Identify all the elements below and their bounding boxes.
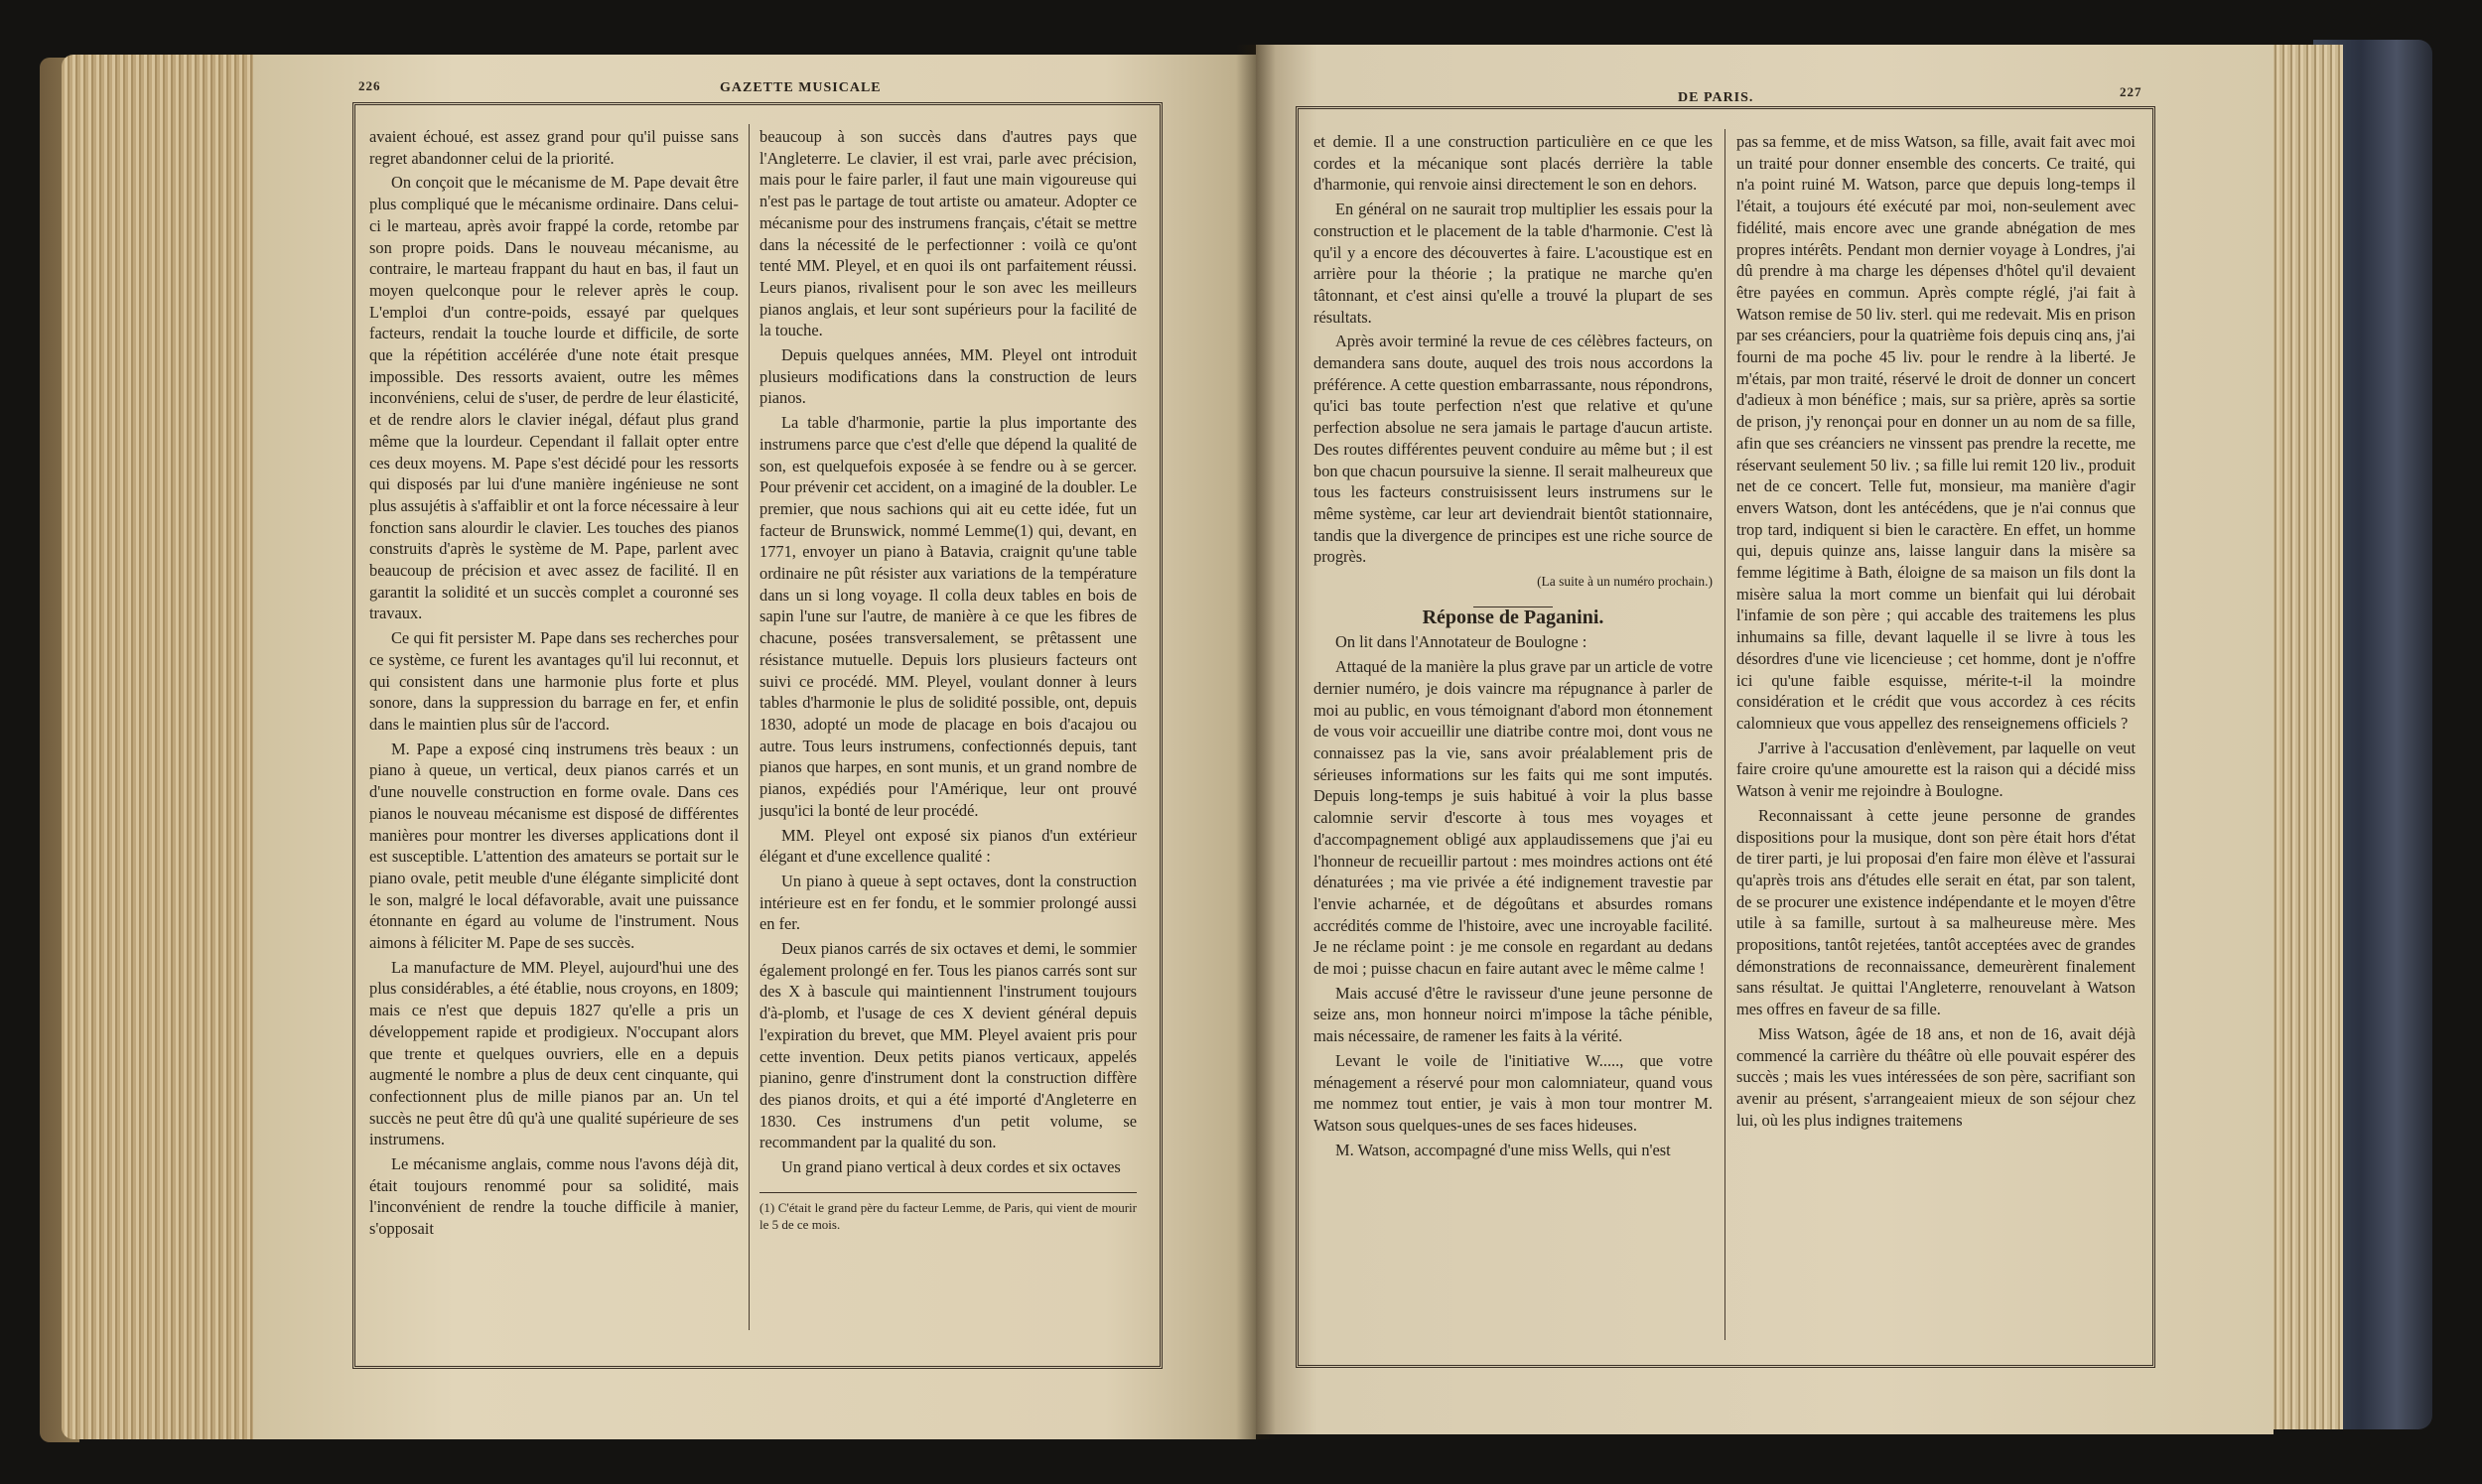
footnote: (1) C'était le grand père du facteur Lemme, de Paris, qui vient de mourir le 5 de ce mois. [759,1192,1137,1233]
page-edges-left [62,55,280,1439]
left-page [253,55,1256,1439]
paragraph: pas sa femme, et de miss Watson, sa fille, avait fait avec moi un traité pour donner ensemble des concerts. Ce traité, qui n'a point ruiné M. Watson, parce que depuis long-temps il l'était, a toujours été exécuté par moi, non-seulement avec fidélité, mais encore avec une grande abnégation de mes propres intérêts. Pendant mon dernier voyage à Londres, j'ai dû prendre à ma charge les dépenses d'hôtel qu'il devaient être payées en commun. Après compte réglé, j'ai fait à Watson remise de 50 liv. sterl. qui me redevait. Mis en prison par ses créanciers, pour la quatrième fois depuis cinq ans, j'ai fourni de ma poche 45 liv. pour le rendre à la liberté. Je m'étais, par mon traité, réservé le droit de donner un concert d'adieux à mon bénéfice ; mais, sur sa prière, après sa sortie de prison, j'y renonçai pour en donner un au nom de sa fille, afin que ses créanciers ne vinssent pas prendre la recette, me réservant seulement 50 liv. ; sa fille lui remit 120 liv., produit net de ce concert. Telle fut, monsieur, ma manière d'agir envers Watson, dont les antécédens, que je n'ai connus que trop tard, indiquent si bien le caractère. En effet, un homme qui, depuis quinze ans, laisse languir dans la misère sa femme légitime à Bath, éloigne de sa maison un fils dont la misère salua la mort comme un bienfait qui lui dérobait l'infamie de son père ; qui accable des traitemens les plus inhumains sa fille, devant laquelle il se livre à tous les désordres d'une vie licencieuse ; cet homme, dont je n'offre ici qu'une faible esquisse, mérite-t-il la moindre considération et le crédit que vous accordez à ces récits calomnieux que vous appellez des renseignemens officiels ? [1736,132,2136,733]
book-gutter [1236,45,1276,1439]
paragraph: Attaqué de la manière la plus grave par un article de votre dernier numéro, je dois vaincre ma répugnance à parler de moi au public, en vous témoignant d'abord mon étonnement de vous voir accueillir une diatribe contre moi, dont vous ne connaissez pas la vie, sans avoir préalablement pris de sérieuses informations sur les faits qui me sont imputés. Depuis long-temps je suis habitué à voir la plus basse calomnie servir d'escorte à tous mes voyages et d'accompagnement obligé aux applaudissemens que j'ai eu l'honneur de recueillir partout : mes moindres actions ont été dénaturées ; ma vie privée a été indignement travestie par l'envie acharnée, et de dégoûtans et absurdes romans accrédités comme de l'histoire, avec une incroyable facilité. Je ne réclame point : je me console en regardant au dedans de moi ; puisse chacun en faire autant avec le même calme ! [1313,657,1714,979]
right-page [1256,45,2274,1434]
paragraph: J'arrive à l'accusation d'enlèvement, par laquelle on veut faire croire qu'une amourette est la raison qui a décidé miss Watson à venir me rejoindre à Boulogne. [1736,738,2136,801]
column-rule [749,124,750,1330]
running-header: GAZETTE MUSICALE [720,80,882,95]
paragraph: et demie. Il a une construction particulière en ce que les cordes et la mécanique sont placés derrière la table d'harmonie, qui renvoie ainsi directement le son en dehors. [1313,132,1713,195]
paragraph: Deux pianos carrés de six octaves et demi, le sommier également prolongé en fer. Tous les pianos carrés sont sur des X à bascule qui maintiennent l'instrument toujours d'à-plomb, et l'usage de ces X devient général depuis l'expiration du brevet, que MM. Pleyel avaient pris pour cette invention. Deux petits pianos verticaux, appelés pianino, genre d'instrument dont la construction diffère des pianos droits, et qui a été importé d'Angleterre en 1830. Ces instrumens d'un petit volume, se recommandent par la qualité du son. [759,939,1137,1152]
paragraph: Depuis quelques années, MM. Pleyel ont introduit plusieurs modifications dans la construction de leurs pianos. [759,345,1137,408]
paragraph: Après avoir terminé la revue de ces célèbres facteurs, on demandera sans doute, auquel des trois nous accordons la préférence. A cette question embarrassante, nous répondrons, qu'ici bas toute perfection n'est que relative et qu'une perfection absolue ne sera jamais le partage d'aucun artiste. Des routes différentes peuvent conduire au même but ; il est bon que chacun poursuive la sienne. Il serait malheureux que tous les facteurs construisissent leurs instrumens sur le même système, car leur art deviendrait bientôt stationnaire, tandis que la divergence de principes est une riche source de progrès. [1313,332,1713,567]
paragraph-intro: On lit dans l'Annotateur de Boulogne : [1335,632,1587,652]
paragraph: M. Watson, accompagné d'une miss Wells, qui n'est [1335,1140,1671,1159]
to-be-continued-note: (La suite à un numéro prochain.) [1537,574,1713,590]
page-number: 226 [358,78,381,93]
paragraph: MM. Pleyel ont exposé six pianos d'un extérieur élégant et d'une excellence qualité : [759,825,1137,867]
paragraph: La table d'harmonie, partie la plus importante des instrumens parce que c'est d'elle que dépend la qualité de son, est quelquefois exposée à se fendre ou à se gercer. Pour prévenir cet accident, on a imaginé de la doubler. Le premier, que nous sachions qui ait eu cette idée, fut un facteur de Brunswick, nommé Lemme(1) qui, devant, en 1771, envoyer un piano à Batavia, craignit qu'une table ordinaire ne pût résister aux variations de la température dans un si long voyage. Il colla deux tables en bois de sapin l'une sur l'autre, de manière à ce que les fibres de chacune, posées transversalement, se prêtassent une résistance mutuelle. Depuis lors plusieurs facteurs ont suivi ce procédé. MM. Pleyel, voulant donner à leurs tables d'harmonie le plus de solidité possible, ont, depuis 1830, adopté un mode de placage en bois d'acajou ou autre. Tous leurs instrumens, confectionnés depuis, tant pianos que harpes, en sont munis, et un grand nombre de pianos, expédiés pour l'Amérique, leur ont prouvé jusqu'ici la bonté de leur procédé. [759,413,1137,820]
right-column-1 [1313,131,1713,1163]
paragraph: Le mécanisme anglais, comme nous l'avons déjà dit, était toujours renommé pour sa solidité, mais l'inconvénient de rendre la touche difficile à manier, s'opposait [369,1154,739,1239]
paragraph: Miss Watson, âgée de 18 ans, et non de 16, avait déjà commencé la carrière du théâtre où elle pouvait espérer des succès ; mais les vues intéressées de son père, sacrifiant son avenir au présent, s'arrangeaient mieux de son séjour chez lui, où les plus indignes traitemens [1736,1023,2136,1130]
paragraph: La manufacture de MM. Pleyel, aujourd'hui une des plus considérables, a été établie, nous croyons, en 1809; mais ce n'est que depuis 1827 qu'elle a pris un développement rapide et prodigieux. N'occupant alors que trente et quelques ouvriers, elle en a depuis augmenté le nombre a plus de deux cent cinquante, qui confectionnent plus de mille pianos par an. Un tel succès ne peut être dû qu'à une qualité supérieure de ses instrumens. [369,957,739,1149]
paragraph: avaient échoué, est assez grand pour qu'il puisse sans regret abandonner celui de la priorité. [369,127,739,168]
left-column-2 [759,126,1137,1233]
paragraph: Mais accusé d'être le ravisseur d'une jeune personne de seize ans, mon honneur noirci m'impose la tâche pénible, mais nécessaire, de ramener les faits à la vérité. [1313,983,1713,1046]
paragraph: On conçoit que le mécanisme de M. Pape devait être plus compliqué que le mécanisme ordinaire. Dans celui-ci le marteau, après avoir frappé la corde, retombe par son propre poids. Dans le nouveau mécanisme, au contraire, le marteau frappant du haut en bas, il faut un moyen quelconque pour le relever après le coup. L'emploi d'un contre-poids, essayé par quelques facteurs, rendait la touche lourde et difficile, de sorte que la répétition accélérée d'une note était presque impossible. Des ressorts avaient, outre les mêmes inconvéniens, celui de s'user, de perdre de leur élasticité, et de rendre alors le clavier inégal, défaut plus grand même que la lourdeur. Cependant il fallait opter entre ces deux moyens. M. Pape s'est décidé pour les ressorts qui disposés par lui d'une manière ingénieuse ne sont plus assujétis à s'affaiblir et ont la force nécessaire à leur fonction sans alourdir le clavier. Les touches des pianos construits d'après le système de M. Pape, parlent avec beaucoup de précision et avec assez de facilité. Il en garantit la solidité et un succès complet a couronné ses travaux. [369,173,739,623]
paragraph: En général on ne saurait trop multiplier les essais pour la construction et le placement de la table d'harmonie. C'est là qu'il y a encore des découvertes à faire. L'acoustique est en arrière pour la théorie ; la pratique ne marche qu'en tâtonnant, et c'est ainsi qu'elle a trouvé la plupart de ses résultats. [1313,200,1713,327]
paragraph: Levant le voile de l'initiative W....., que votre ménagement a réservé pour mon calomniateur, quand vous me nommez tout entier, je vais à mon tour montrer M. Watson sous quelques-unes de ses faces hideuses. [1313,1050,1713,1135]
paragraph: Un piano à queue à sept octaves, dont la construction intérieure est en fer fondu, et le sommier prolongé aussi en fer. [759,871,1137,934]
paragraph: Reconnaissant à cette jeune personne de grandes dispositions pour la musique, dont son père était hors d'état de tirer parti, je lui proposai d'en faire mon élève et l'assurai qu'après trois ans d'études elle serait en état, par son talent, de se procurer une existence indépendante et le moyen d'être utile à sa famille, surtout à sa malheureuse mère. Mes propositions, tantôt rejetées, tantôt acceptées avec de grandes démonstrations de reconnaissance, demeurèrent finalement sans résultat. Je quittai l'Angleterre, renouvelant à Watson mes offres en faveur de sa fille. [1736,805,2136,1019]
section-title: Réponse de Paganini. [1422,606,1604,628]
page-edges-right [2264,45,2343,1429]
paragraph: Ce qui fit persister M. Pape dans ses recherches pour ce système, ce furent les avantages qu'il lui reconnut, et qui consistent dans une harmonie plus forte et plus sonore, dans la suppression du barrage en fer, et enfin dans le maintien plus sûr de l'accord. [369,628,739,734]
column-rule [1724,129,1725,1340]
right-column-2 [1736,131,2136,1134]
running-header: DE PARIS. [1678,90,1754,105]
left-column-1 [369,126,739,1243]
page-number: 227 [2120,84,2142,99]
paragraph: beaucoup à son succès dans d'autres pays que l'Angleterre. Le clavier, il est vrai, parle avec précision, mais pour le faire parler, il faut une main vigoureuse qui n'est pas le partage de tout artiste ou amateur. Adopter ce mécanisme pour des instrumens français, c'était se mettre dans la nécessité de le perfectionner : voilà ce qu'ont tenté MM. Pleyel, et en quoi ils ont parfaitement réussi. Leurs pianos, rivalisent pour le son avec les meilleurs pianos anglais, et leur sont supérieurs pour la facilité de la touche. [759,127,1137,340]
paragraph: M. Pape a exposé cinq instrumens très beaux : un piano à queue, un vertical, deux pianos carrés et un d'une nouvelle construction en forme ovale. Dans ces pianos le nouveau mécanisme est disposé de différentes manières pour montrer les diverses applications dont il est susceptible. L'attention des amateurs se portait sur le piano ovale, petit meuble d'une élégante simplicité dont le son, malgré le local défavorable, avait une puissance étonnante en égard au volume de l'instrument. Nous aimons à féliciter M. Pape de ses succès. [369,739,739,953]
paragraph: Un grand piano vertical à deux cordes et six octaves [781,1157,1121,1177]
